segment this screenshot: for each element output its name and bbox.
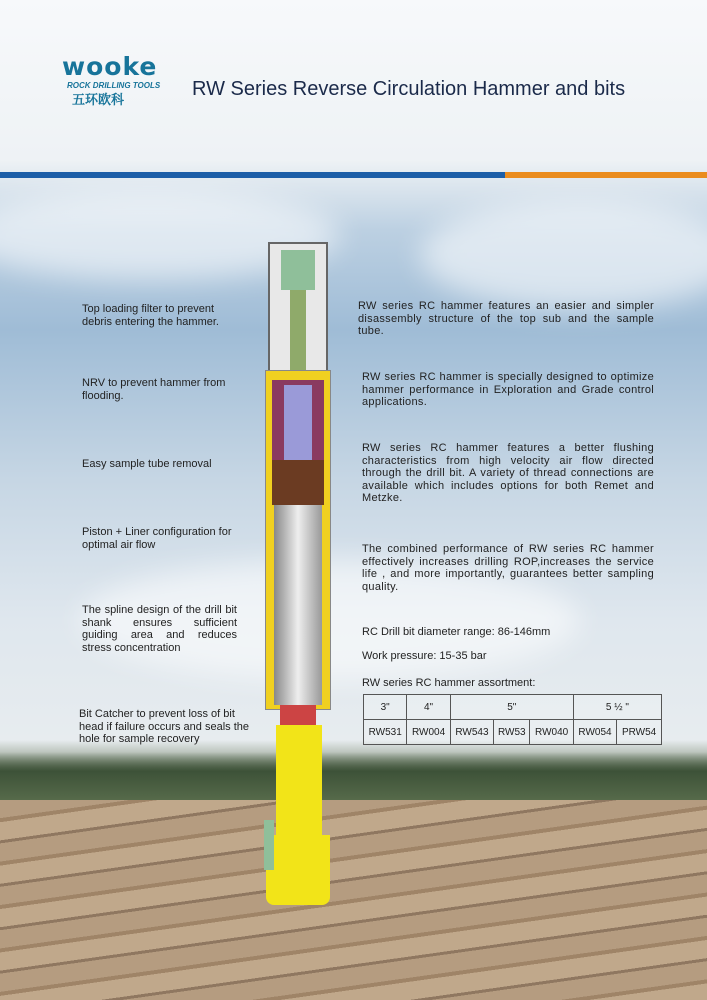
note-top-filter: Top loading filter to prevent debris entering the hammer. [82,303,219,328]
model-cell: RW53 [494,720,530,745]
model-cell: PRW54 [617,720,662,745]
spec-pressure: Work pressure: 15-35 bar [362,650,487,662]
feature-flushing: RW series RC hammer features a better flushing characteristics from high velocity air flow directed through the drill bit. A variety of thread connections are available which includes options for both Remet and Metzke. [362,442,654,504]
model-cell: RW054 [573,720,616,745]
model-cell: RW543 [450,720,493,745]
size-cell: 5" [450,695,573,720]
feature-disassembly: RW series RC hammer features an easier and simpler disassembly structure of the top sub and the sample tube. [358,300,654,337]
note-sample-tube: Easy sample tube removal [82,458,212,470]
note-bit-catcher: Bit Catcher to prevent loss of bit head if failure occurs and seals the hole for sample recovery [79,708,249,745]
tree-line [0,752,707,800]
table-row [364,695,662,720]
quarry-ground [0,800,707,1000]
header-bar-blue [0,172,505,178]
size-cell: 4" [407,695,450,720]
header-bar-orange [505,172,707,178]
assortment-label: RW series RC hammer assortment: [362,677,536,689]
model-cell: RW004 [407,720,450,745]
logo-tagline: ROCK DRILLING TOOLS [67,81,161,90]
table-row [364,720,662,745]
model-cell: RW040 [530,720,573,745]
feature-optimize: RW series RC hammer is specially designed to optimize hammer performance in Exploration and Grade control applications. [362,371,654,408]
feature-performance: The combined performance of RW series RC hammer effectively increases drilling ROP,increases the service life , and more importantly, guarantees better sampling quality. [362,543,654,593]
size-cell: 3" [364,695,407,720]
note-spline: The spline design of the drill bit shank ensures sufficient guiding area and reduces stress concentration [82,604,237,654]
size-cell: 5 ½ " [573,695,661,720]
note-nrv: NRV to prevent hammer from flooding. [82,377,226,402]
page-title: RW Series Reverse Circulation Hammer and bits [192,78,626,100]
logo-chinese: 五环欧科 [72,92,125,107]
spec-diameter: RC Drill bit diameter range: 86-146mm [362,626,551,638]
logo: wooke [62,52,158,81]
model-cell: RW531 [364,720,407,745]
assortment-table [363,694,662,745]
note-piston-liner: Piston + Liner configuration for optimal air flow [82,526,232,551]
